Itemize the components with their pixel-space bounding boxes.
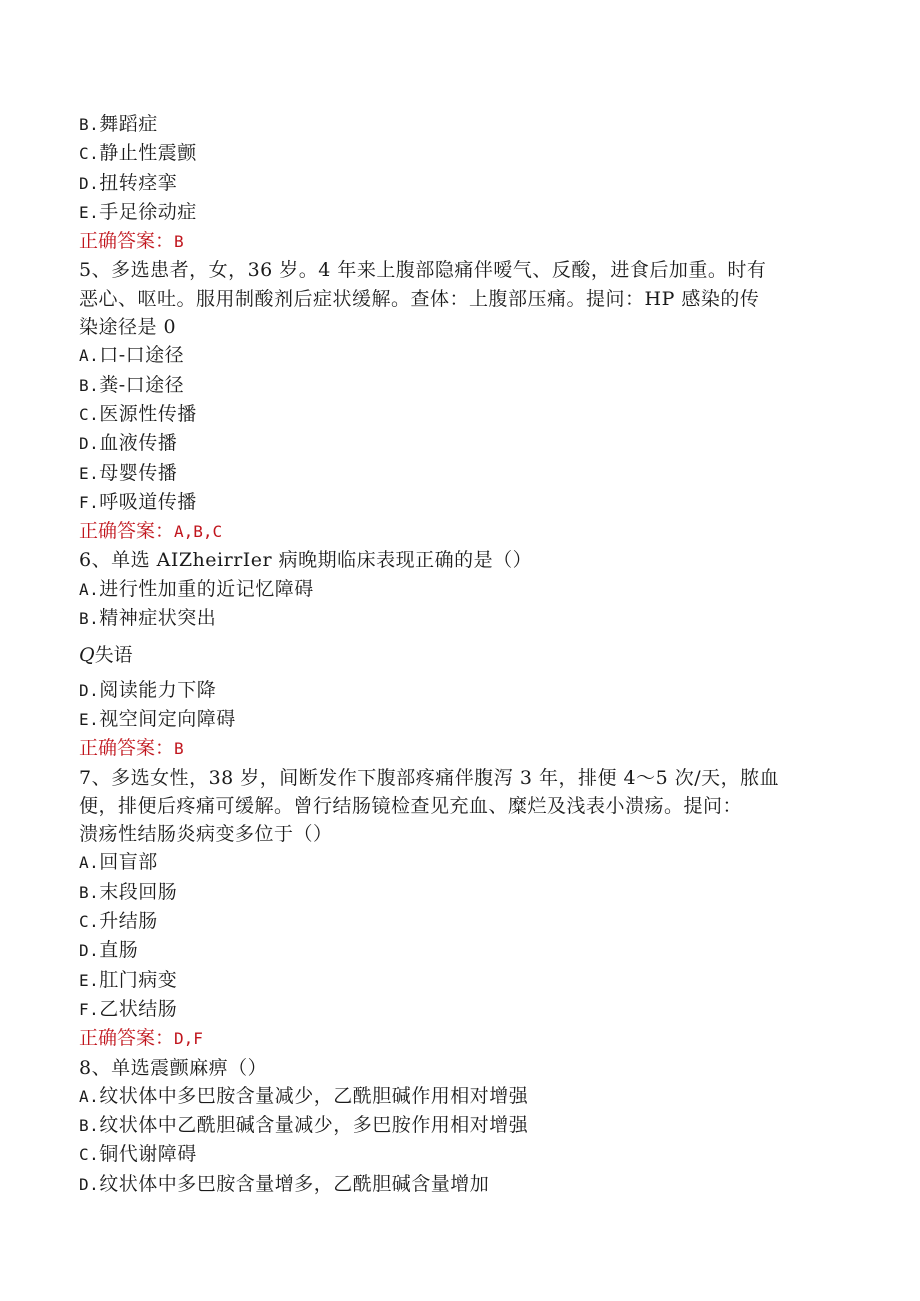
option-d: D.阅读能力下降 <box>79 678 217 701</box>
option-b: B.舞蹈症 <box>79 113 158 135</box>
option-d: D.直肠 <box>79 939 139 962</box>
option-c: C.铜代谢障碍 <box>79 1143 197 1166</box>
option-f: F.呼吸道传播 <box>79 490 197 513</box>
option-e: E.视空间定向障碍 <box>79 707 236 730</box>
option-b: B.精神症状突出 <box>79 607 217 630</box>
question-5 <box>79 256 839 546</box>
option-a: A.回盲部 <box>79 851 158 874</box>
answer-value: A,B,C <box>174 522 223 542</box>
option-a: A.进行性加重的近记忆障碍 <box>79 577 314 600</box>
question-6 <box>79 546 839 763</box>
option-e: E.手足徐动症 <box>79 200 197 223</box>
option-a: A.口-口途径 <box>79 344 185 367</box>
option-d: D.纹状体中多巴胺含量增多，乙酰胆碱含量增加 <box>79 1172 490 1195</box>
option-c: C.静止性震颤 <box>79 142 197 165</box>
question-8 <box>79 1054 839 1199</box>
question-7 <box>79 764 839 1054</box>
answer-label: 正确答案： <box>79 737 175 760</box>
correct-answer <box>79 517 839 546</box>
answer-value: B <box>174 232 184 252</box>
option-c-mark: Q <box>79 644 95 667</box>
question-stem-line: 5、多选患者，女，36 岁。4 年来上腹部隐痛伴嗳气、反酸，进食后加重。时有 <box>79 259 767 282</box>
document-page <box>79 110 839 1199</box>
option-b: B.纹状体中乙酰胆碱含量减少，多巴胺作用相对增强 <box>79 1114 529 1137</box>
question-stem-line: 便，排便后疼痛可缓解。曾行结肠镜检查见充血、糜烂及浅表小溃疡。提问： <box>79 794 743 817</box>
question-stem-line: 7、多选女性，38 岁，间断发作下腹部疼痛伴腹泻 3 年，排便 4～5 次/天，脓血 <box>79 766 780 789</box>
option-a: A.纹状体中多巴胺含量减少，乙酰胆碱作用相对增强 <box>79 1084 529 1107</box>
option-c: C.医源性传播 <box>79 402 197 425</box>
question-stem-line: 8、单选震颤麻痹（） <box>79 1056 268 1079</box>
option-f: F.乙状结肠 <box>79 997 178 1020</box>
question-stem-line: 溃疡性结肠炎病变多位于（） <box>79 823 333 846</box>
question-stem-line: 恶心、呕吐。服用制酸剂后症状缓解。查体：上腹部压痛。提问：HP 感染的传 <box>79 287 760 310</box>
answer-value: D,F <box>174 1029 203 1049</box>
correct-answer <box>79 227 839 256</box>
option-e: E.母婴传播 <box>79 461 178 484</box>
option-b: B.末段回肠 <box>79 880 178 903</box>
answer-label: 正确答案： <box>79 520 175 543</box>
option-b: B.粪-口途径 <box>79 373 185 396</box>
option-c: C.升结肠 <box>79 910 158 933</box>
option-e: E.肛门病变 <box>79 968 178 991</box>
answer-label: 正确答案： <box>79 230 175 253</box>
option-d: D.血液传播 <box>79 432 178 455</box>
answer-value: B <box>174 739 184 759</box>
question-4-tail <box>79 110 839 256</box>
option-c: Q失语 <box>79 644 133 667</box>
answer-label: 正确答案： <box>79 1027 175 1050</box>
option-d: D.扭转痉挛 <box>79 171 178 194</box>
question-stem-line: 6、单选 AIZheirrIer 病晚期临床表现正确的是（） <box>79 549 533 572</box>
correct-answer <box>79 1024 839 1053</box>
question-stem-line: 染途径是 0 <box>79 316 177 339</box>
correct-answer <box>79 734 839 763</box>
